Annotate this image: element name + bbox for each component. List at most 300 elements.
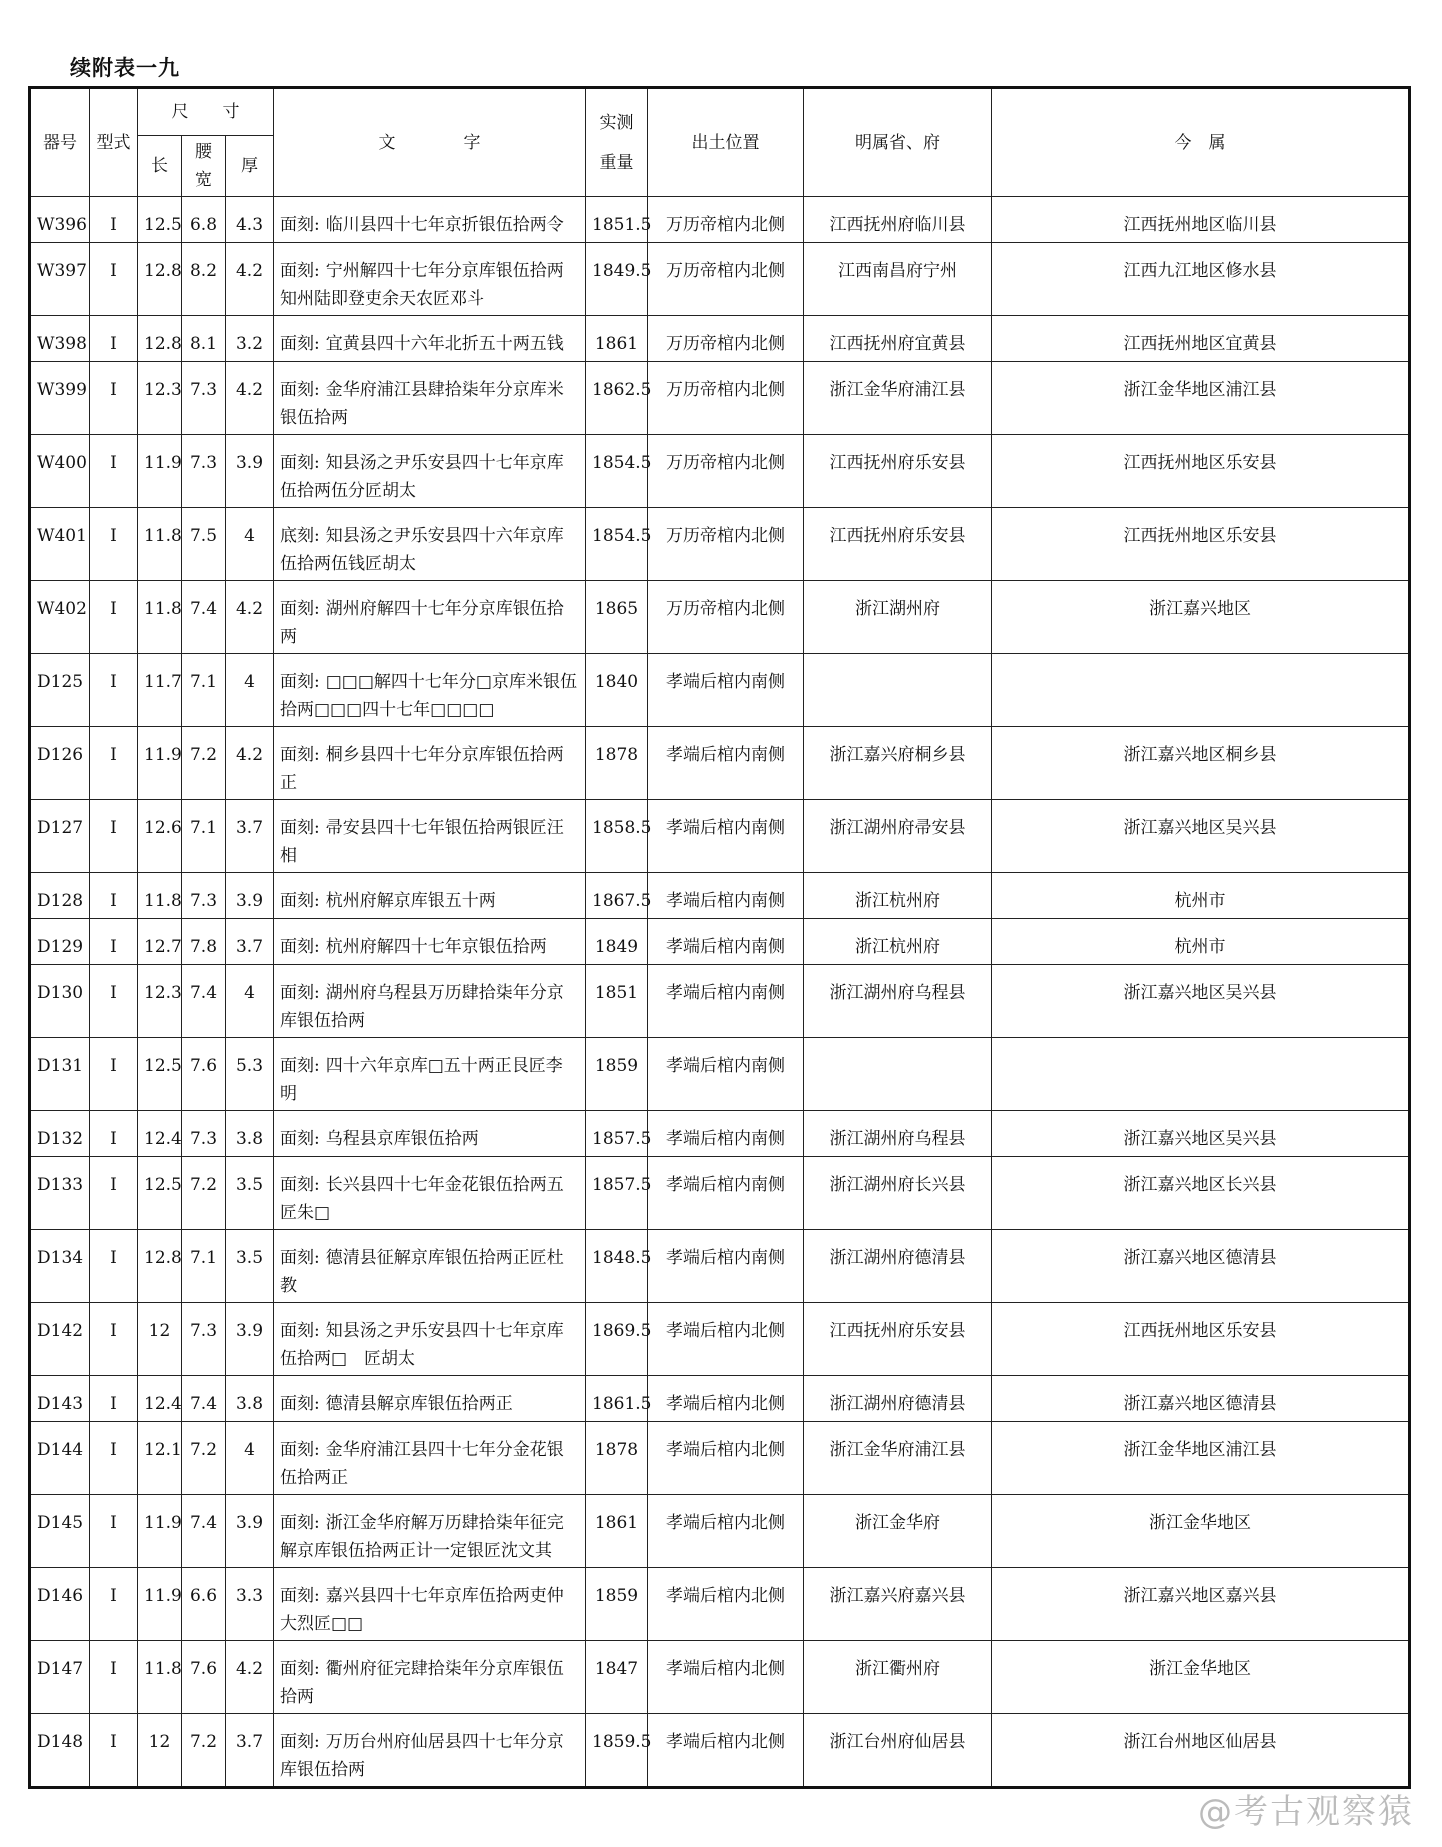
cell-id: D147 (30, 1641, 90, 1714)
cell-id: D125 (30, 654, 90, 727)
cell-waist: 7.2 (182, 1157, 226, 1230)
header-size: 尺 寸 (138, 88, 274, 136)
cell-waist: 7.2 (182, 1714, 226, 1788)
cell-weight: 1861 (586, 1495, 648, 1568)
inscription-text: 杭州府解京库银五十两 (325, 891, 496, 911)
cell-location: 孝端后棺内北侧 (648, 1422, 804, 1495)
inscription-label: 面刻: (280, 334, 320, 354)
cell-type: I (90, 435, 138, 508)
cell-text (274, 1376, 586, 1422)
cell-thick: 4.2 (226, 362, 274, 435)
cell-thick: 3.3 (226, 1568, 274, 1641)
cell-length: 12.5 (138, 197, 182, 243)
cell-ming: 浙江嘉兴府桐乡县 (804, 727, 992, 800)
inscription-text: □□□解四十七年分□京库米银伍拾两□□□四十七年□□□□ (280, 672, 577, 720)
inscription-label: 面刻: (280, 453, 320, 473)
cell-weight: 1854.5 (586, 508, 648, 581)
inscription-text: 衢州府征完肆拾柒年分京库银伍拾两 (280, 1659, 564, 1707)
cell-weight: 1878 (586, 727, 648, 800)
table-body (30, 197, 1410, 1788)
cell-weight: 1858.5 (586, 800, 648, 873)
cell-type: I (90, 316, 138, 362)
cell-thick: 3.9 (226, 435, 274, 508)
cell-now: 浙江金华地区浦江县 (992, 1422, 1410, 1495)
inscription-label: 面刻: (280, 1056, 320, 1076)
cell-now: 江西九江地区修水县 (992, 243, 1410, 316)
cell-location: 万历帝棺内北侧 (648, 316, 804, 362)
cell-type: I (90, 1303, 138, 1376)
cell-id: W396 (30, 197, 90, 243)
table-row (30, 965, 1410, 1038)
cell-text (274, 435, 586, 508)
inscription-label: 面刻: (280, 1321, 320, 1341)
header-id: 器号 (30, 88, 90, 197)
header-ming: 明属省、府 (804, 88, 992, 197)
cell-thick: 4 (226, 508, 274, 581)
cell-id: W397 (30, 243, 90, 316)
cell-type: I (90, 873, 138, 919)
cell-location: 万历帝棺内北侧 (648, 197, 804, 243)
cell-text (274, 800, 586, 873)
inscription-label: 面刻: (280, 1248, 320, 1268)
cell-text (274, 362, 586, 435)
header-weight-bottom: 重量 (599, 152, 634, 173)
cell-thick: 3.5 (226, 1157, 274, 1230)
cell-now: 浙江金华地区浦江县 (992, 362, 1410, 435)
header-now: 今 属 (992, 88, 1410, 197)
cell-id: W398 (30, 316, 90, 362)
cell-weight: 1849 (586, 919, 648, 965)
inscription-label: 面刻: (280, 1175, 320, 1195)
cell-type: I (90, 1422, 138, 1495)
cell-weight: 1857.5 (586, 1157, 648, 1230)
header-length: 长 (138, 136, 182, 197)
cell-id: D128 (30, 873, 90, 919)
inscription-text: 浙江金华府解万历肆拾柒年征完解京库银伍拾两正计一定银匠沈文其 (280, 1513, 564, 1561)
cell-thick: 3.9 (226, 1495, 274, 1568)
cell-type: I (90, 1641, 138, 1714)
cell-waist: 7.3 (182, 1303, 226, 1376)
cell-location: 孝端后棺内北侧 (648, 1641, 804, 1714)
cell-length: 12.4 (138, 1376, 182, 1422)
cell-weight: 1851.5 (586, 197, 648, 243)
inscription-label: 面刻: (280, 261, 320, 281)
cell-text (274, 197, 586, 243)
cell-length: 11.8 (138, 873, 182, 919)
cell-text (274, 1111, 586, 1157)
cell-id: D127 (30, 800, 90, 873)
inscription-text: 德清县征解京库银伍拾两正匠杜教 (280, 1248, 564, 1296)
inscription-label: 面刻: (280, 1586, 320, 1606)
cell-text (274, 873, 586, 919)
cell-ming: 浙江杭州府 (804, 873, 992, 919)
inscription-text: 宜黄县四十六年北折五十两五钱 (325, 334, 564, 354)
cell-now: 浙江金华地区 (992, 1641, 1410, 1714)
cell-location: 孝端后棺内南侧 (648, 1111, 804, 1157)
cell-text (274, 919, 586, 965)
cell-length: 12 (138, 1714, 182, 1788)
cell-ming: 浙江杭州府 (804, 919, 992, 965)
cell-weight: 1861 (586, 316, 648, 362)
table-row (30, 1422, 1410, 1495)
cell-now: 浙江嘉兴地区吴兴县 (992, 965, 1410, 1038)
cell-waist: 7.3 (182, 362, 226, 435)
table-row (30, 1303, 1410, 1376)
inscription-text: 乌程县京库银伍拾两 (325, 1129, 479, 1149)
cell-location: 孝端后棺内北侧 (648, 1495, 804, 1568)
cell-type: I (90, 1230, 138, 1303)
cell-waist: 7.3 (182, 873, 226, 919)
cell-ming: 江西南昌府宁州 (804, 243, 992, 316)
cell-id: D148 (30, 1714, 90, 1788)
cell-weight: 1859 (586, 1568, 648, 1641)
cell-now: 浙江嘉兴地区德清县 (992, 1230, 1410, 1303)
header-thick: 厚 (226, 136, 274, 197)
cell-now: 江西抚州地区乐安县 (992, 1303, 1410, 1376)
cell-location: 万历帝棺内北侧 (648, 362, 804, 435)
cell-id: D134 (30, 1230, 90, 1303)
cell-text (274, 654, 586, 727)
cell-text (274, 508, 586, 581)
inscription-label: 面刻: (280, 215, 320, 235)
cell-text (274, 1641, 586, 1714)
cell-now: 江西抚州地区乐安县 (992, 508, 1410, 581)
cell-type: I (90, 919, 138, 965)
cell-location: 万历帝棺内北侧 (648, 581, 804, 654)
cell-waist: 7.3 (182, 1111, 226, 1157)
cell-location: 孝端后棺内北侧 (648, 1376, 804, 1422)
table-row (30, 316, 1410, 362)
inscription-label: 面刻: (280, 1732, 320, 1752)
cell-length: 12.3 (138, 965, 182, 1038)
cell-waist: 7.2 (182, 1422, 226, 1495)
table-row (30, 362, 1410, 435)
cell-weight: 1849.5 (586, 243, 648, 316)
cell-id: D143 (30, 1376, 90, 1422)
cell-text (274, 1714, 586, 1788)
cell-id: W402 (30, 581, 90, 654)
table-row (30, 800, 1410, 873)
cell-thick: 3.9 (226, 1303, 274, 1376)
cell-now (992, 1038, 1410, 1111)
cell-weight: 1878 (586, 1422, 648, 1495)
cell-waist: 7.4 (182, 1495, 226, 1568)
cell-now: 浙江嘉兴地区吴兴县 (992, 800, 1410, 873)
cell-thick: 3.7 (226, 919, 274, 965)
header-text: 文 字 (274, 88, 586, 197)
cell-waist: 7.3 (182, 435, 226, 508)
cell-type: I (90, 362, 138, 435)
cell-ming: 江西抚州府乐安县 (804, 435, 992, 508)
cell-weight: 1851 (586, 965, 648, 1038)
cell-id: D142 (30, 1303, 90, 1376)
header-waist: 腰宽 (182, 136, 226, 197)
cell-ming (804, 654, 992, 727)
cell-ming: 浙江湖州府乌程县 (804, 1111, 992, 1157)
cell-id: D144 (30, 1422, 90, 1495)
cell-text (274, 316, 586, 362)
cell-type: I (90, 1376, 138, 1422)
inscription-text: 长兴县四十七年金花银伍拾两五匠朱□ (280, 1175, 564, 1223)
cell-now: 江西抚州地区乐安县 (992, 435, 1410, 508)
cell-type: I (90, 1495, 138, 1568)
cell-id: W401 (30, 508, 90, 581)
cell-weight: 1867.5 (586, 873, 648, 919)
table-row (30, 1038, 1410, 1111)
cell-type: I (90, 508, 138, 581)
table-row (30, 1641, 1410, 1714)
cell-type: I (90, 965, 138, 1038)
cell-text (274, 727, 586, 800)
cell-thick: 4.3 (226, 197, 274, 243)
header-type: 型式 (90, 88, 138, 197)
cell-waist: 7.2 (182, 727, 226, 800)
cell-waist: 8.2 (182, 243, 226, 316)
table-row (30, 1495, 1410, 1568)
cell-ming: 江西抚州府乐安县 (804, 1303, 992, 1376)
cell-length: 12.4 (138, 1111, 182, 1157)
cell-location: 孝端后棺内北侧 (648, 1714, 804, 1788)
inscription-text: 帚安县四十七年银伍拾两银匠汪相 (280, 818, 564, 866)
cell-weight: 1865 (586, 581, 648, 654)
cell-thick: 4.2 (226, 581, 274, 654)
cell-thick: 3.2 (226, 316, 274, 362)
inscription-label: 面刻: (280, 1394, 320, 1414)
cell-thick: 4 (226, 1422, 274, 1495)
inscription-text: 湖州府解四十七年分京库银伍拾两 (280, 599, 564, 647)
inscription-text: 桐乡县四十七年分京库银伍拾两正 (280, 745, 564, 793)
cell-text (274, 1157, 586, 1230)
inscription-label: 面刻: (280, 1129, 320, 1149)
inscription-text: 四十六年京库□五十两正艮匠李明 (280, 1056, 563, 1104)
cell-length: 11.8 (138, 1641, 182, 1714)
cell-waist: 7.8 (182, 919, 226, 965)
cell-waist: 7.4 (182, 965, 226, 1038)
inscription-text: 知县汤之尹乐安县四十六年京库伍拾两伍钱匠胡太 (280, 526, 564, 574)
cell-length: 11.7 (138, 654, 182, 727)
header-weight-top: 实测 (599, 112, 634, 133)
inscription-text: 杭州府解四十七年京银伍拾两 (325, 937, 547, 957)
cell-type: I (90, 654, 138, 727)
cell-length: 11.9 (138, 1495, 182, 1568)
cell-waist: 7.6 (182, 1641, 226, 1714)
cell-thick: 4 (226, 965, 274, 1038)
cell-length: 12.8 (138, 243, 182, 316)
cell-ming: 浙江金华府 (804, 1495, 992, 1568)
data-table (28, 86, 1411, 1789)
cell-thick: 4.2 (226, 727, 274, 800)
cell-id: D126 (30, 727, 90, 800)
cell-thick: 5.3 (226, 1038, 274, 1111)
cell-ming: 浙江湖州府德清县 (804, 1376, 992, 1422)
cell-thick: 3.7 (226, 1714, 274, 1788)
cell-id: D132 (30, 1111, 90, 1157)
table-row (30, 727, 1410, 800)
cell-id: W399 (30, 362, 90, 435)
cell-thick: 4.2 (226, 1641, 274, 1714)
inscription-label: 面刻: (280, 1659, 320, 1679)
inscription-label: 面刻: (280, 380, 320, 400)
cell-id: D133 (30, 1157, 90, 1230)
cell-ming: 浙江金华府浦江县 (804, 1422, 992, 1495)
cell-now: 浙江嘉兴地区德清县 (992, 1376, 1410, 1422)
inscription-text: 临川县四十七年京折银伍拾两令 (325, 215, 564, 235)
inscription-label: 面刻: (280, 818, 320, 838)
cell-id: D145 (30, 1495, 90, 1568)
cell-location: 孝端后棺内南侧 (648, 919, 804, 965)
cell-location: 万历帝棺内北侧 (648, 508, 804, 581)
cell-id: D129 (30, 919, 90, 965)
table-row (30, 197, 1410, 243)
cell-type: I (90, 197, 138, 243)
cell-weight: 1869.5 (586, 1303, 648, 1376)
cell-now: 江西抚州地区宜黄县 (992, 316, 1410, 362)
table-row (30, 435, 1410, 508)
cell-id: D146 (30, 1568, 90, 1641)
cell-type: I (90, 800, 138, 873)
cell-length: 11.9 (138, 1568, 182, 1641)
cell-weight: 1859.5 (586, 1714, 648, 1788)
inscription-text: 金华府浦江县四十七年分金花银伍拾两正 (280, 1440, 564, 1488)
cell-length: 11.8 (138, 508, 182, 581)
cell-now: 杭州市 (992, 873, 1410, 919)
cell-type: I (90, 1568, 138, 1641)
cell-now: 浙江嘉兴地区吴兴县 (992, 1111, 1410, 1157)
table-row (30, 654, 1410, 727)
inscription-text: 金华府浦江县肆拾柒年分京库米银伍拾两 (280, 380, 564, 428)
cell-ming: 江西抚州府宜黄县 (804, 316, 992, 362)
cell-length: 12.1 (138, 1422, 182, 1495)
cell-text (274, 1230, 586, 1303)
cell-location: 万历帝棺内北侧 (648, 243, 804, 316)
inscription-text: 湖州府乌程县万历肆拾柒年分京库银伍拾两 (280, 983, 564, 1031)
cell-weight: 1840 (586, 654, 648, 727)
cell-thick: 3.5 (226, 1230, 274, 1303)
inscription-text: 德清县解京库银伍拾两正 (325, 1394, 513, 1414)
cell-waist: 7.1 (182, 1230, 226, 1303)
cell-length: 12.5 (138, 1038, 182, 1111)
cell-ming: 浙江湖州府乌程县 (804, 965, 992, 1038)
table-row (30, 1111, 1410, 1157)
cell-waist: 6.8 (182, 197, 226, 243)
cell-now: 浙江嘉兴地区桐乡县 (992, 727, 1410, 800)
cell-text (274, 1303, 586, 1376)
cell-ming: 浙江湖州府德清县 (804, 1230, 992, 1303)
cell-location: 孝端后棺内南侧 (648, 727, 804, 800)
cell-type: I (90, 1038, 138, 1111)
cell-now: 浙江嘉兴地区嘉兴县 (992, 1568, 1410, 1641)
cell-thick: 3.7 (226, 800, 274, 873)
inscription-label: 面刻: (280, 983, 320, 1003)
cell-type: I (90, 243, 138, 316)
cell-weight: 1854.5 (586, 435, 648, 508)
cell-now: 江西抚州地区临川县 (992, 197, 1410, 243)
cell-location: 孝端后棺内南侧 (648, 1038, 804, 1111)
cell-thick: 3.9 (226, 873, 274, 919)
cell-thick: 4 (226, 654, 274, 727)
table-row (30, 919, 1410, 965)
inscription-label: 面刻: (280, 1440, 320, 1460)
cell-type: I (90, 727, 138, 800)
inscription-text: 嘉兴县四十七年京库伍拾两吏仲大烈匠□□ (280, 1586, 564, 1634)
cell-now: 浙江嘉兴地区长兴县 (992, 1157, 1410, 1230)
cell-now: 浙江台州地区仙居县 (992, 1714, 1410, 1788)
cell-ming: 浙江台州府仙居县 (804, 1714, 992, 1788)
inscription-text: 宁州解四十七年分京库银伍拾两知州陆即登吏余天农匠邓斗 (280, 261, 564, 309)
table-row (30, 243, 1410, 316)
cell-ming: 浙江湖州府 (804, 581, 992, 654)
cell-ming: 浙江嘉兴府嘉兴县 (804, 1568, 992, 1641)
cell-now: 浙江金华地区 (992, 1495, 1410, 1568)
watermark: @考古观察猿 (1198, 1792, 1414, 1832)
header-weight (586, 88, 648, 197)
table-row (30, 1230, 1410, 1303)
cell-length: 11.8 (138, 581, 182, 654)
cell-id: D130 (30, 965, 90, 1038)
cell-text (274, 243, 586, 316)
cell-location: 孝端后棺内南侧 (648, 800, 804, 873)
table-row (30, 508, 1410, 581)
cell-waist: 7.1 (182, 654, 226, 727)
cell-location: 孝端后棺内南侧 (648, 1157, 804, 1230)
cell-thick: 4.2 (226, 243, 274, 316)
cell-type: I (90, 581, 138, 654)
inscription-text: 知县汤之尹乐安县四十七年京库伍拾两伍分匠胡太 (280, 453, 564, 501)
cell-ming (804, 1038, 992, 1111)
inscription-label: 面刻: (280, 1513, 320, 1533)
inscription-label: 面刻: (280, 599, 320, 619)
cell-length: 11.9 (138, 435, 182, 508)
cell-weight: 1859 (586, 1038, 648, 1111)
cell-waist: 8.1 (182, 316, 226, 362)
cell-waist: 7.1 (182, 800, 226, 873)
cell-thick: 3.8 (226, 1111, 274, 1157)
table-row (30, 1714, 1410, 1788)
table-row (30, 581, 1410, 654)
cell-location: 孝端后棺内南侧 (648, 1230, 804, 1303)
cell-ming: 浙江衢州府 (804, 1641, 992, 1714)
cell-type: I (90, 1157, 138, 1230)
cell-type: I (90, 1714, 138, 1788)
cell-location: 万历帝棺内北侧 (648, 435, 804, 508)
cell-text (274, 965, 586, 1038)
cell-length: 12.7 (138, 919, 182, 965)
cell-location: 孝端后棺内南侧 (648, 965, 804, 1038)
cell-location: 孝端后棺内南侧 (648, 873, 804, 919)
cell-location: 孝端后棺内北侧 (648, 1568, 804, 1641)
cell-ming: 浙江湖州府帚安县 (804, 800, 992, 873)
table-caption: 续附表一九 (70, 56, 180, 80)
inscription-text: 知县汤之尹乐安县四十七年京库伍拾两□ 匠胡太 (280, 1321, 564, 1369)
cell-ming: 江西抚州府临川县 (804, 197, 992, 243)
cell-now: 杭州市 (992, 919, 1410, 965)
cell-text (274, 1568, 586, 1641)
cell-weight: 1857.5 (586, 1111, 648, 1157)
inscription-label: 面刻: (280, 891, 320, 911)
cell-weight: 1862.5 (586, 362, 648, 435)
cell-text (274, 581, 586, 654)
cell-weight: 1861.5 (586, 1376, 648, 1422)
cell-type: I (90, 1111, 138, 1157)
table-row (30, 873, 1410, 919)
cell-waist: 6.6 (182, 1568, 226, 1641)
cell-location: 孝端后棺内南侧 (648, 654, 804, 727)
cell-waist: 7.6 (182, 1038, 226, 1111)
cell-id: W400 (30, 435, 90, 508)
cell-now (992, 654, 1410, 727)
table-row (30, 1157, 1410, 1230)
cell-length: 11.9 (138, 727, 182, 800)
